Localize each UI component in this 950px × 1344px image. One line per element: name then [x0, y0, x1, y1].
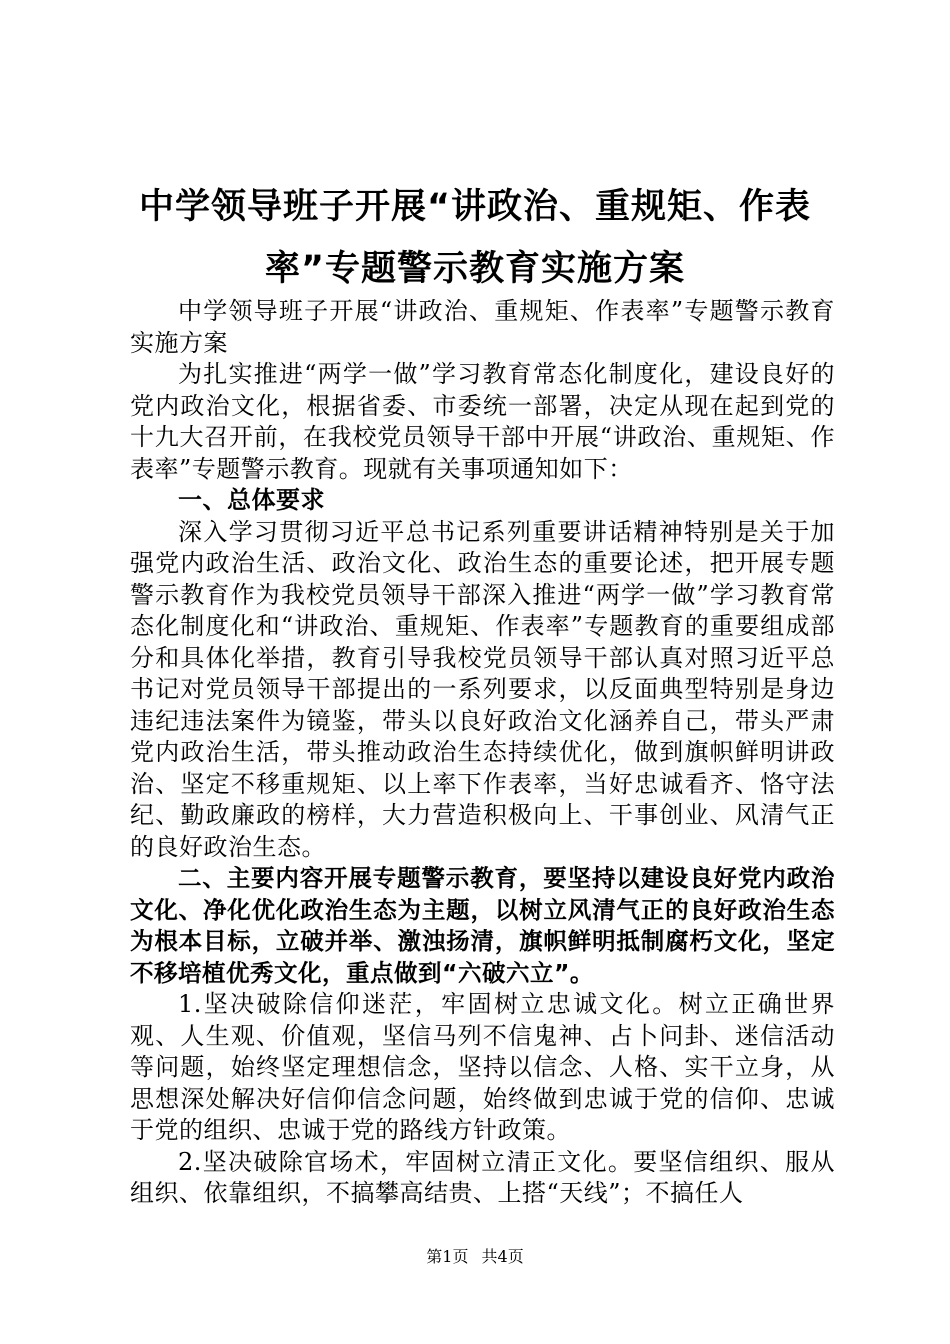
paragraph-item-1: 1.坚决破除信仰迷茫，牢固树立忠诚文化。树立正确世界观、人生观、价值观，坚信马列不信鬼神、占卜问卦、迷信活动等问题，始终坚定理想信念，坚持以信念、人格、实干立身，从思想深处解决好信仰信念问题，始终做到忠诚于党的信仰、忠诚于党的组织、忠诚于党的路线方针政策。 — [130, 990, 835, 1144]
document-title-line-2: 率”专题警示教育实施方案 — [264, 249, 685, 289]
section-heading-general-requirements: 一、总体要求 — [178, 486, 325, 514]
paragraph-intro: 为扎实推进“两学一做”学习教育常态化制度化，建设良好的党内政治文化，根据省委、市委统一部署，决定从现在起到党的十九大召开前，在我校党员领导干部中开展“讲政治、重规矩、作表率”专题警示教育。现就有关事项通知如下： — [130, 360, 835, 483]
paragraph-subtitle: 中学领导班子开展“讲政治、重规矩、作表率”专题警示教育实施方案 — [130, 297, 835, 357]
page-number: 第1页 — [426, 1247, 469, 1266]
paragraph-main-content: 二、主要内容开展专题警示教育，要坚持以建设良好党内政治文化、净化优化政治生态为主题，以树立风清气正的良好政治生态为根本目标，立破并举、激浊扬清，旗帜鲜明抵制腐朽文化，坚定不移培植优秀文化，重点做到“六破六立”。 — [130, 864, 835, 987]
document-body — [130, 296, 835, 1210]
page-footer — [0, 1247, 950, 1267]
paragraph-item-2: 2.坚决破除官场术，牢固树立清正文化。要坚信组织、服从组织、依靠组织，不搞攀高结贵、上搭“天线”；不搞任人 — [130, 1147, 835, 1207]
document-title-line-1: 中学领导班子开展“讲政治、重规矩、作表 — [138, 187, 811, 227]
page-total: 共4页 — [481, 1247, 524, 1266]
paragraph-general-requirements: 深入学习贯彻习近平总书记系列重要讲话精神特别是关于加强党内政治生活、政治文化、政治生态的重要论述，把开展专题警示教育作为我校党员领导干部深入推进“两学一做”学习教育常态化制度化和“讲政治、重规矩、作表率”专题教育的重要组成部分和具体化举措，教育引导我校党员领导干部认真对照习近平总书记对党员领导干部提出的一系列要求，以反面典型特别是身边违纪违法案件为镜鉴，带头以良好政治文化涵养自己，带头严肃党内政治生活，带头推动政治生态持续优化，做到旗帜鲜明讲政治、坚定不移重规矩、以上率下作表率，当好忠诚看齐、恪守法纪、勤政廉政的榜样，大力营造积极向上、干事创业、风清气正的良好政治生态。 — [130, 517, 835, 861]
